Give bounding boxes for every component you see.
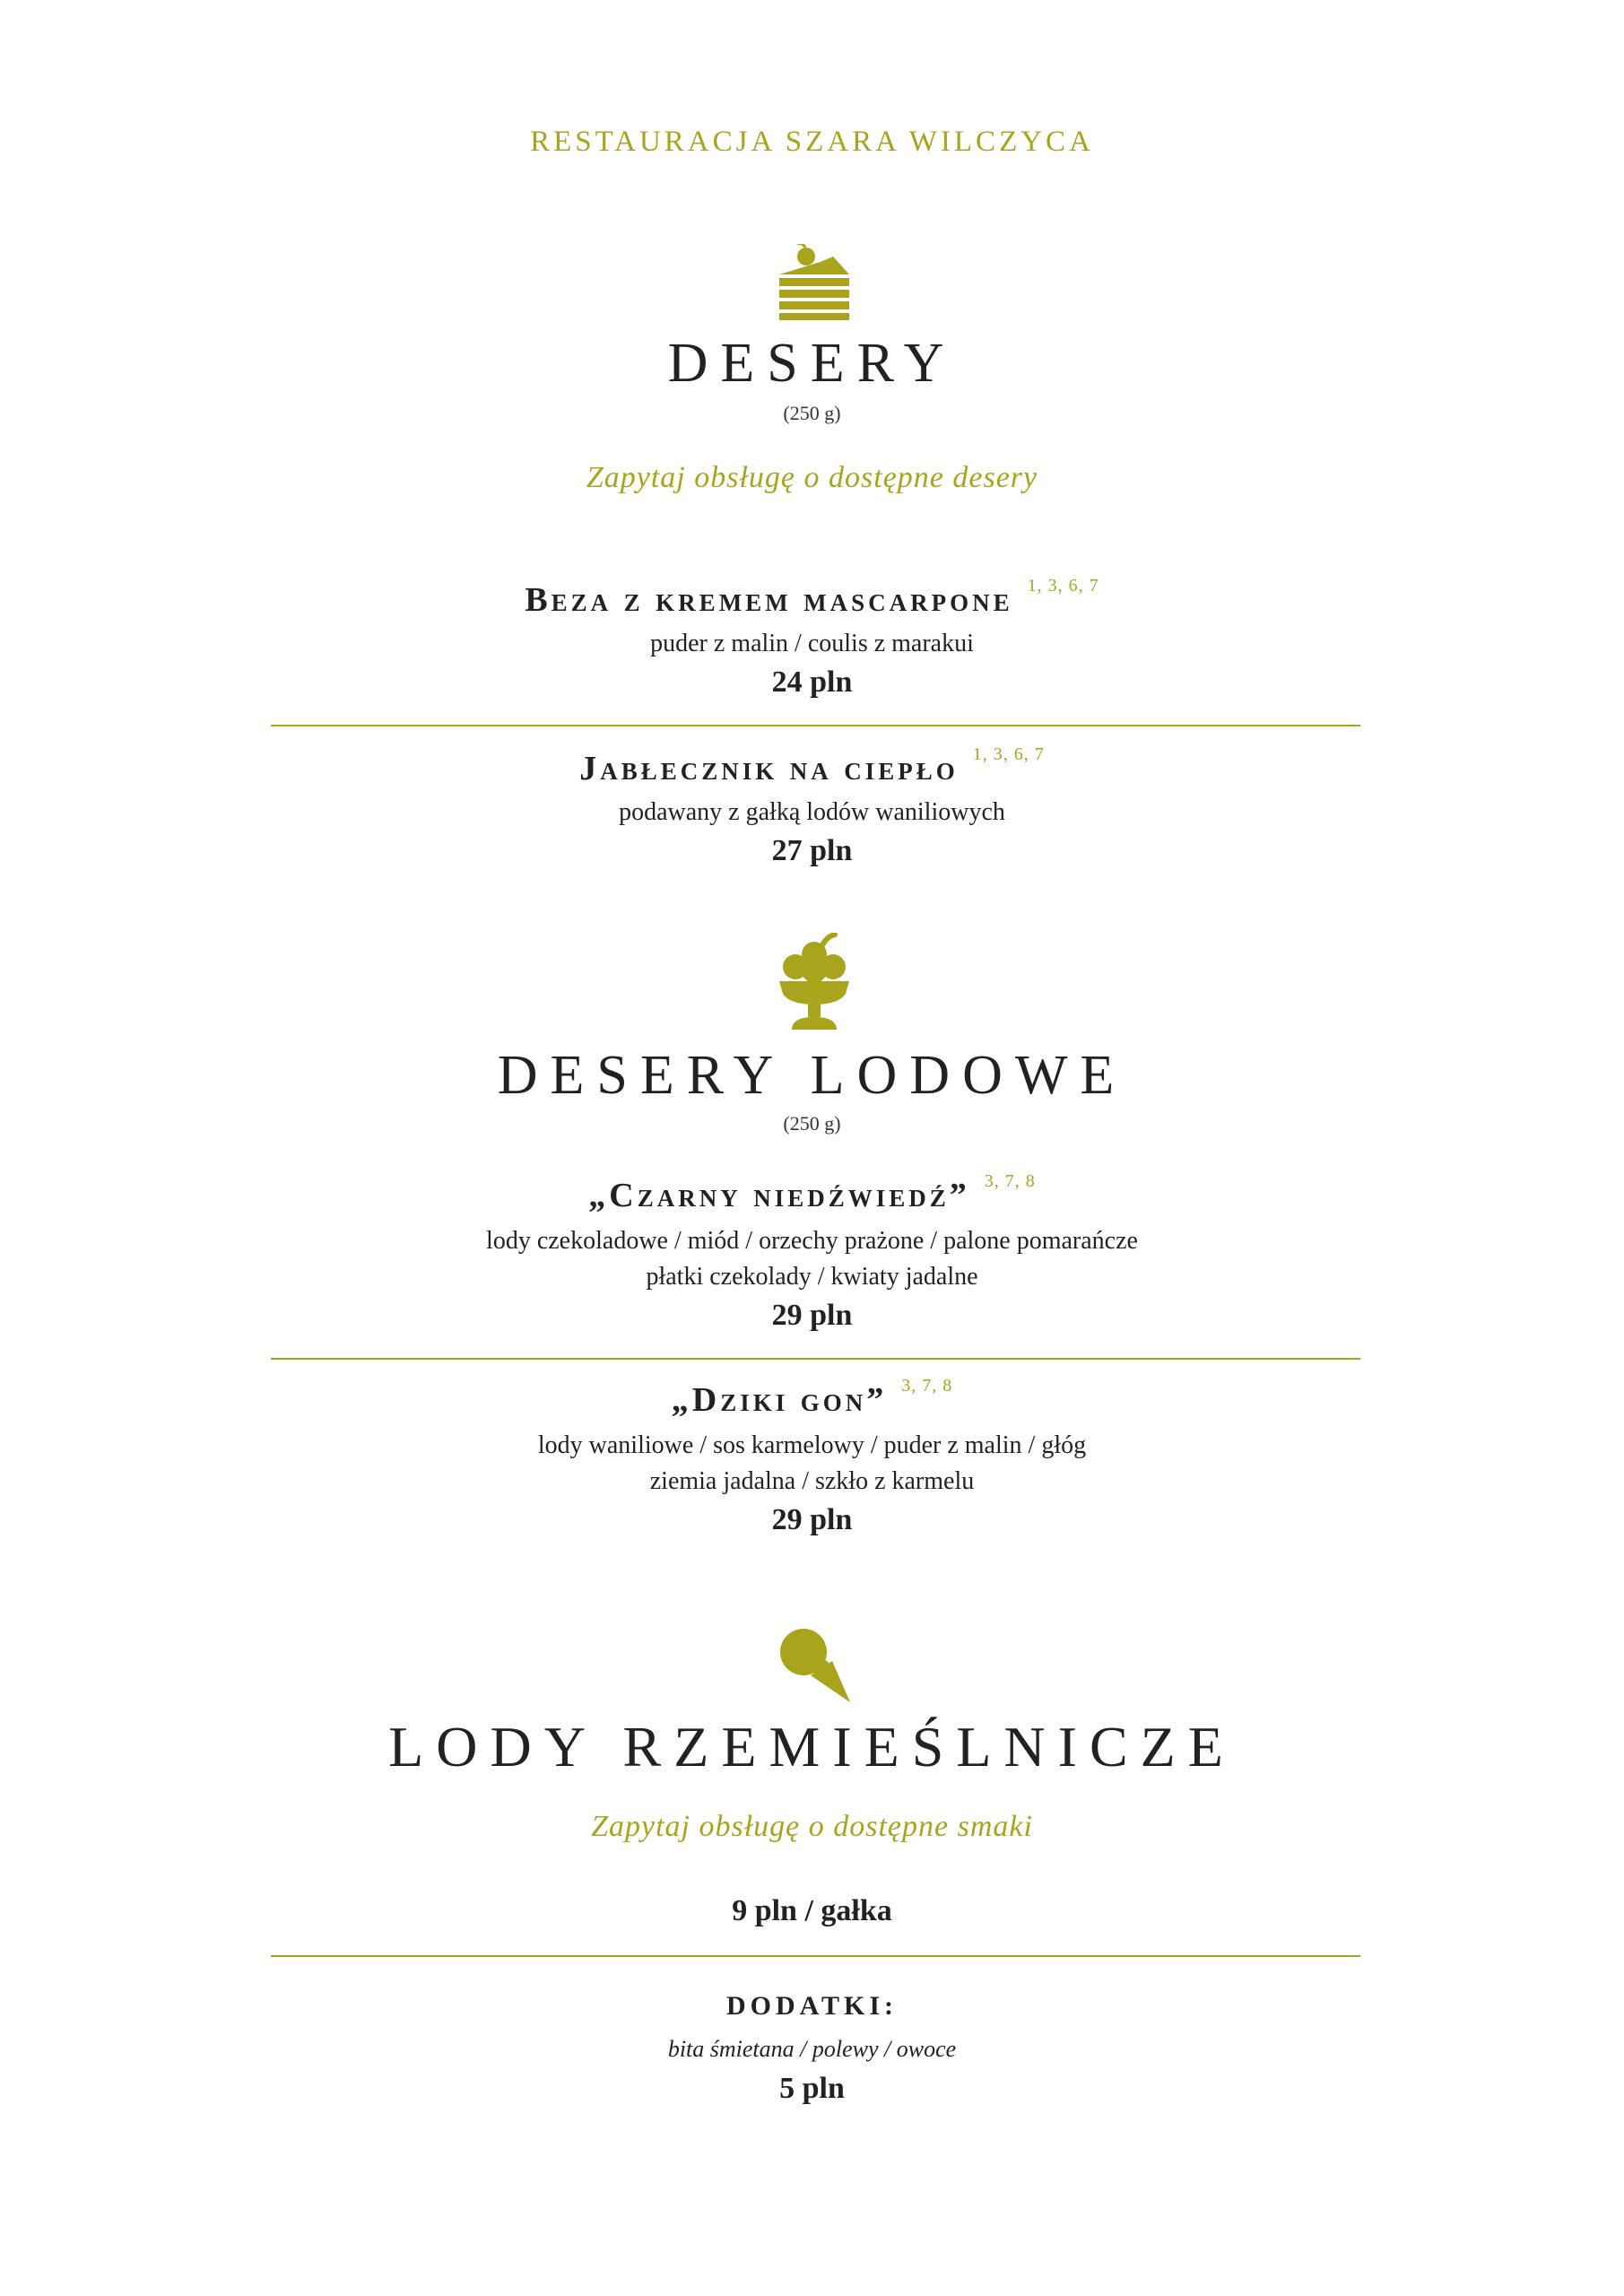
menu-item-name <box>0 1376 1624 1420</box>
divider <box>271 725 1360 726</box>
restaurant-name: RESTAURACJA SZARA WILCZYCA <box>530 126 1094 158</box>
item-description: lody czekoladowe / miód / orzechy prażone / palone pomarańcze <box>486 1227 1138 1255</box>
addons-label: DODATKI: <box>725 1991 899 2021</box>
allergen-numbers: 3, 7, 8 <box>901 1376 953 1396</box>
section-title-desery-lodowe: DESERY LODOWE <box>497 1045 1127 1106</box>
section-weight-desery-lodowe: (250 g) <box>783 1112 841 1135</box>
scoop-price: 9 pln / gałka <box>732 1894 892 1927</box>
ice-cream-sundae-icon <box>776 933 853 1031</box>
section-title-desery: DESERY <box>667 333 957 394</box>
item-price: 29 pln <box>771 1299 853 1332</box>
allergen-numbers: 1, 3, 6, 7 <box>972 744 1045 764</box>
divider <box>271 1955 1360 1957</box>
item-name-text: Beza z kremem mascarpone <box>525 581 1013 619</box>
item-price: 27 pln <box>771 834 853 867</box>
allergen-numbers: 3, 7, 8 <box>984 1171 1036 1191</box>
item-name-text: Jabłecznik na ciepło <box>579 750 959 787</box>
section-note-desery: Zapytaj obsługę o dostępne desery <box>586 461 1038 494</box>
section-note-lody: Zapytaj obsługę o dostępne smaki <box>591 1810 1033 1843</box>
addons-description: bita śmietana / polewy / owoce <box>667 2036 957 2062</box>
menu-item-name <box>0 744 1624 788</box>
section-title-lody-rzemieslnicze: LODY RZEMIEŚLNICZE <box>388 1715 1236 1779</box>
item-description: puder z malin / coulis z marakui <box>650 630 974 657</box>
menu-item-name <box>0 1171 1624 1215</box>
ice-cream-cone-icon <box>778 1627 852 1704</box>
item-name-text: „Czarny niedźwiedź” <box>588 1177 970 1214</box>
divider <box>271 1358 1360 1360</box>
item-description: podawany z gałką lodów waniliowych <box>619 798 1005 826</box>
item-description: lody waniliowe / sos karmelowy / puder z malin / głóg <box>537 1431 1087 1459</box>
item-price: 29 pln <box>771 1503 853 1536</box>
menu-item-name <box>0 576 1624 620</box>
addons-price: 5 pln <box>779 2072 845 2105</box>
item-name-text: „Dziki gon” <box>671 1381 888 1419</box>
item-description: ziemia jadalna / szkło z karmelu <box>649 1467 975 1495</box>
section-weight-desery: (250 g) <box>783 402 841 424</box>
allergen-numbers: 1, 3, 6, 7 <box>1027 576 1099 596</box>
item-price: 24 pln <box>771 665 853 699</box>
item-description: płatki czekolady / kwiaty jadalne <box>646 1263 978 1291</box>
cake-icon <box>776 244 853 321</box>
